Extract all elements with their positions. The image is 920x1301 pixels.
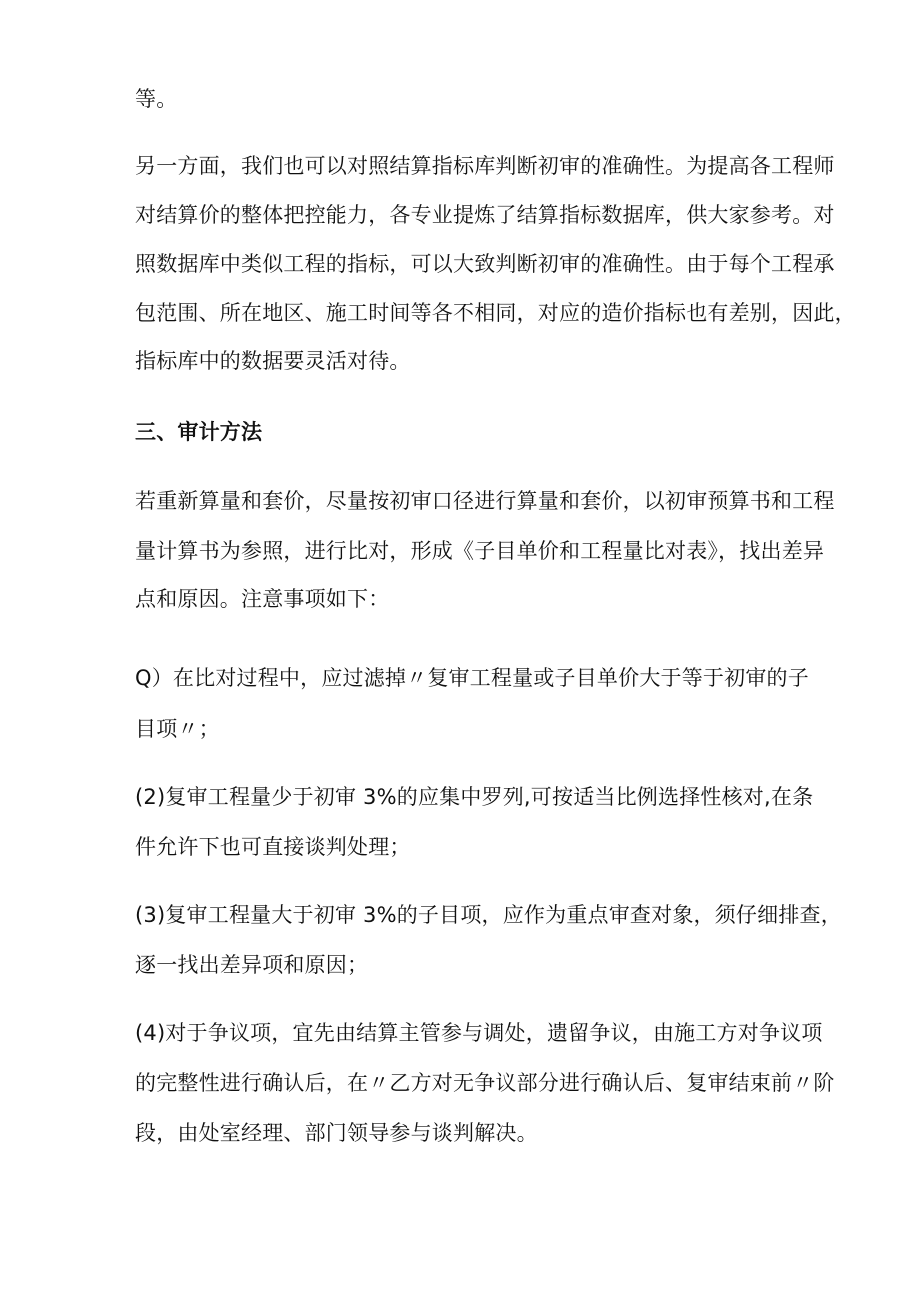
paragraph-line: 照数据库中类似工程的指标，可以大致判断初审的准确性。由于每个工程承 [135, 252, 835, 276]
list-item-line: (4)对于争议项，宜先由结算主管参与调处，遗留争议，由施工方对争议项 [135, 1021, 823, 1045]
section-heading: 三、审计方法 [135, 420, 263, 444]
paragraph-fragment: 等。 [135, 87, 178, 111]
paragraph-line: 点和原因。注意事项如下： [135, 587, 390, 611]
list-item-line: (3)复审工程量大于初审 3%的子目项，应作为重点审查对象，须仔细排查， [135, 903, 842, 927]
paragraph-line: 量计算书为参照，进行比对，形成《子目单价和工程量比对表》，找出差异 [135, 539, 825, 563]
paragraph-line: 另一方面，我们也可以对照结算指标库判断初审的准确性。为提高各工程师 [135, 154, 835, 178]
list-item-line: 目项〃； [135, 717, 220, 741]
list-item-line: (2)复审工程量少于初审 3%的应集中罗列,可按适当比例选择性核对,在条 [135, 785, 814, 809]
list-item-line: 逐一找出差异项和原因； [135, 953, 369, 977]
paragraph-line: 包范围、所在地区、施工时间等各不相同，对应的造价指标也有差别，因此， [135, 301, 856, 325]
list-item-line: 段，由处室经理、部门领导参与谈判解决。 [135, 1121, 538, 1145]
paragraph-line: 对结算价的整体把控能力，各专业提炼了结算指标数据库，供大家参考。对 [135, 203, 835, 227]
list-item-line: 件允许下也可直接谈判处理； [135, 835, 411, 859]
paragraph-line: 指标库中的数据要灵活对待。 [135, 349, 411, 373]
list-item-line: 的完整性进行确认后，在〃乙方对无争议部分进行确认后、复审结束前〃阶 [135, 1071, 835, 1095]
paragraph-line: 若重新算量和套价，尽量按初审口径进行算量和套价，以初审预算书和工程 [135, 489, 835, 513]
list-item-line: Q）在比对过程中，应过滤掉〃复审工程量或子目单价大于等于初审的子 [135, 666, 809, 690]
